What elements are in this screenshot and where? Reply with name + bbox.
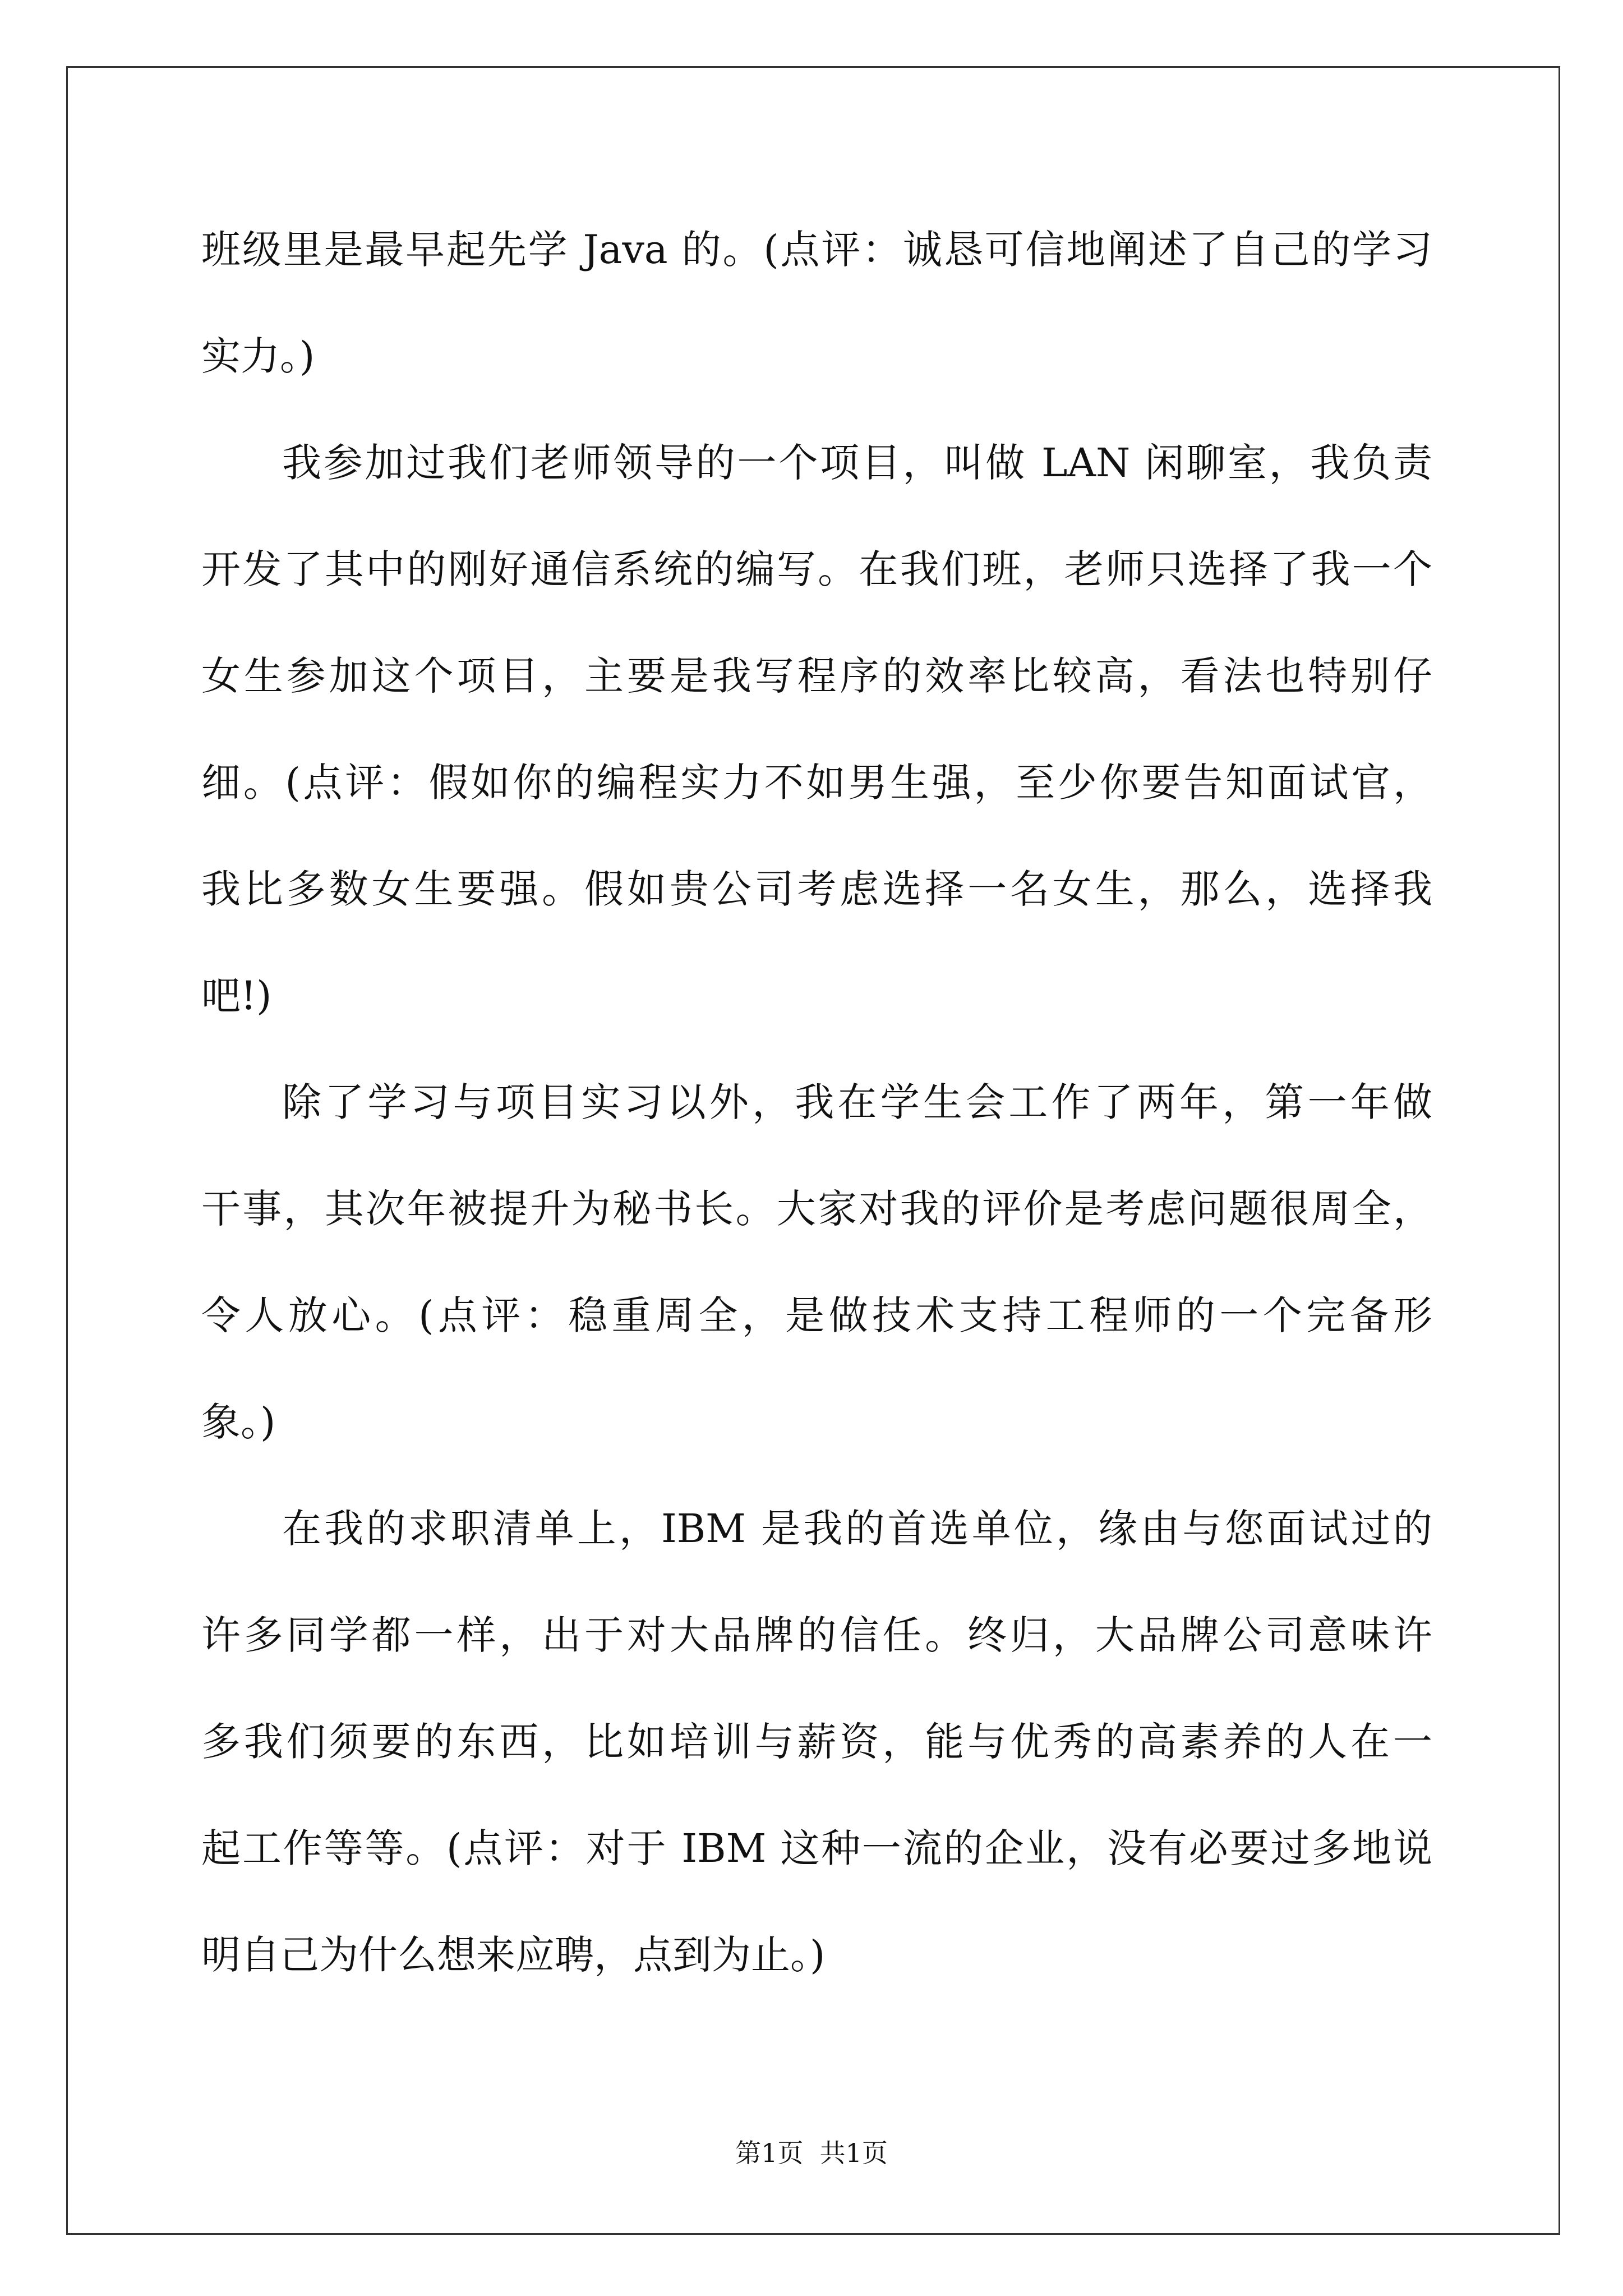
paragraph-line: 女生参加这个项目，主要是我写程序的效率比较高，看法也特别仔 [201,653,1432,699]
paragraph-line: 吧!) [201,973,272,1019]
paragraph-1 [201,196,1432,409]
paragraph-line: 干事，其次年被提升为秘书长。大家对我的评价是考虑问题很周全， [201,1186,1432,1232]
paragraph-line: 我比多数女生要强。假如贵公司考虑选择一名女生，那么，选择我 [201,866,1432,912]
paragraph-line: 明自己为什么想来应聘，点到为止。) [201,1932,826,1978]
paragraph-4 [201,1475,1432,2008]
page-number-footer: 第1页 共1页 [735,2138,888,2168]
paragraph-line: 在我的求职清单上，IBM 是我的首选单位，缘由与您面试过的 [282,1506,1432,1552]
paragraph-line: 我参加过我们老师领导的一个项目，叫做 LAN 闲聊室，我负责 [282,440,1432,486]
paragraph-line: 开发了其中的刚好通信系统的编写。在我们班，老师只选择了我一个 [201,546,1432,592]
paragraph-2 [201,409,1432,1049]
paragraph-line: 实力。) [201,333,315,379]
paragraph-line: 令人放心。(点评：稳重周全，是做技术支持工程师的一个完备形 [201,1292,1432,1338]
paragraph-3 [201,1049,1432,1475]
paragraph-line: 细。(点评：假如你的编程实力不如男生强，至少你要告知面试官， [201,760,1432,806]
paragraph-line: 班级里是最早起先学 Java 的。(点评：诚恳可信地阐述了自己的学习 [201,227,1432,273]
paragraph-line: 起工作等等。(点评：对于 IBM 这种一流的企业，没有必要过多地说 [201,1825,1432,1871]
document-body [201,196,1432,2008]
paragraph-line: 许多同学都一样，出于对大品牌的信任。终归，大品牌公司意味许 [201,1612,1432,1658]
paragraph-line: 象。) [201,1399,276,1445]
paragraph-line: 多我们须要的东西，比如培训与薪资，能与优秀的高素养的人在一 [201,1719,1432,1765]
paragraph-line: 除了学习与项目实习以外，我在学生会工作了两年，第一年做 [282,1079,1432,1125]
